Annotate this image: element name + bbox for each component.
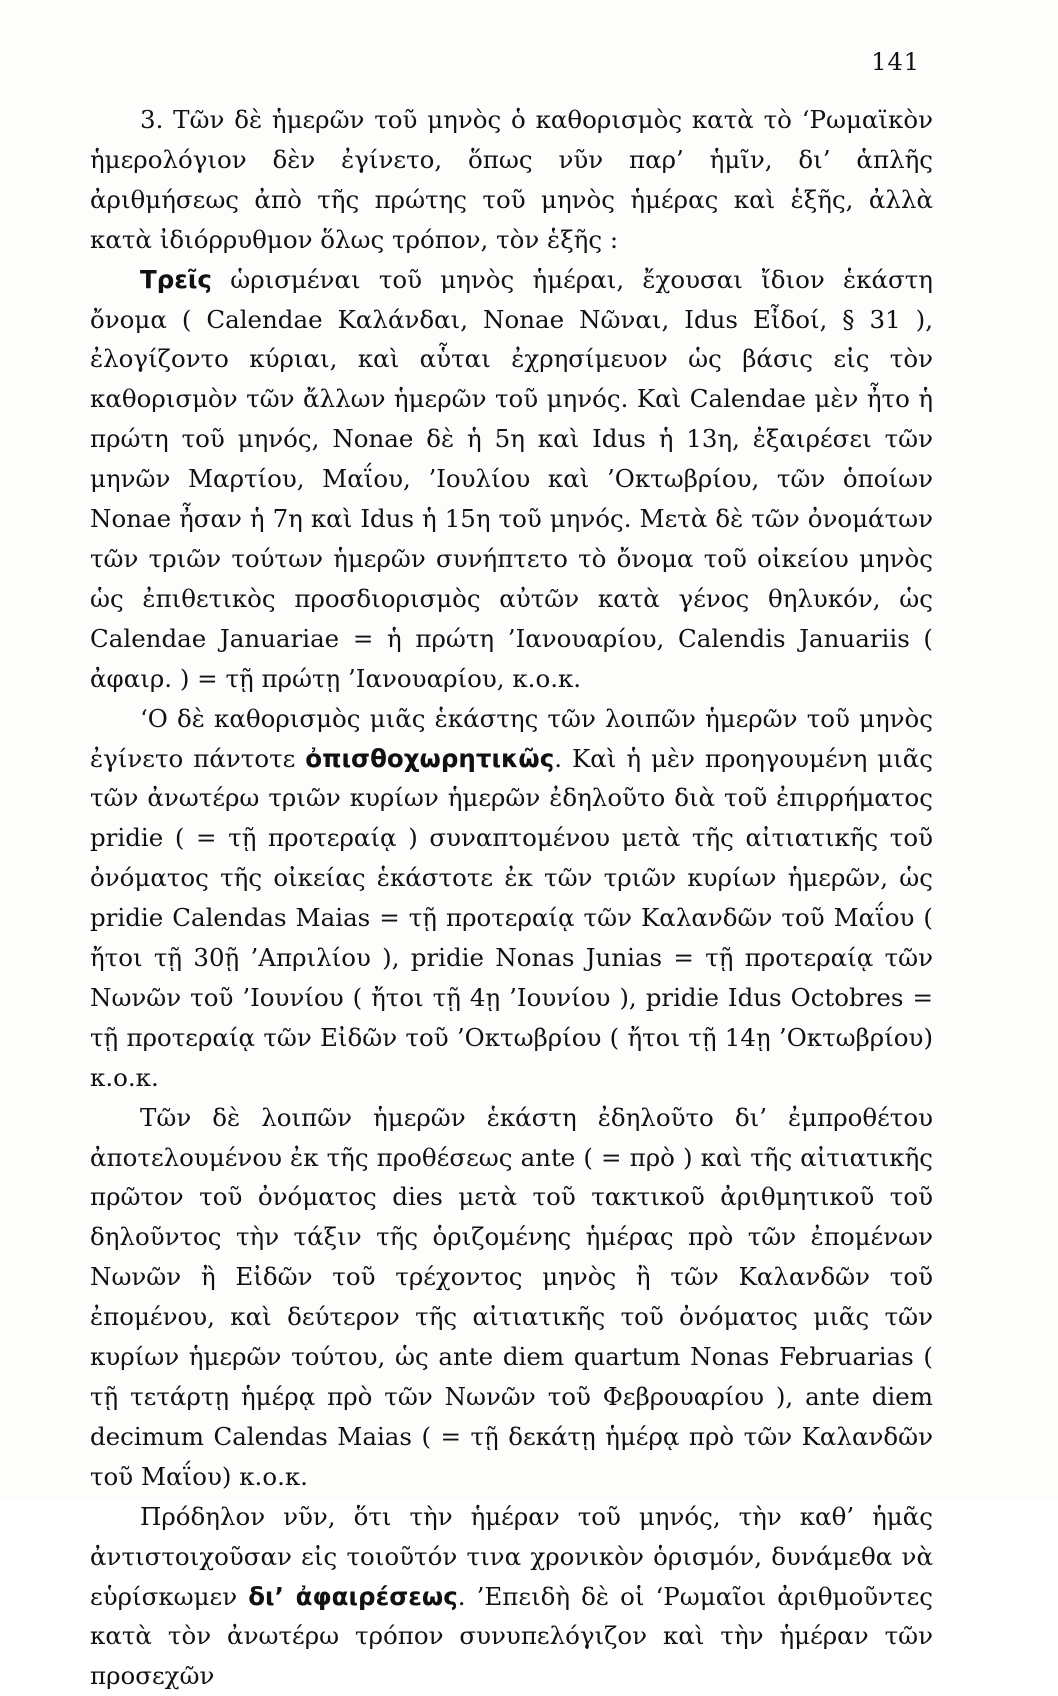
paragraph-4 [90,1098,933,1497]
text-run: Πρόδηλον νῦν, ὅτι τὴν ἡμέραν τοῦ μηνός, τὴν καθ’ ἡμᾶς ἀντιστοιχοῦσαν εἰς τοιοῦτόν τινα χρονικὸν ὁρισμόν, δυνάμεθα νὰ εὑρίσκωμεν [90,1501,933,1611]
text-run: . ’Επειδὴ δὲ οἱ ‘Ρωμαῖοι ἀριθμοῦντες κατὰ τὸν ἀνωτέρω τρόπον συνυπελόγιζον καὶ τὴν ἡμέραν τῶν προσεχῶν [90,1581,933,1691]
emphasis-text: ὀπισθοχωρητικῶς [305,743,555,773]
paragraph-2 [90,260,933,699]
text-run: Τῶν δὲ λοιπῶν ἡμερῶν ἑκάστη ἐδηλοῦτο δι’ ἐμπροθέτου ἀποτελουμένου ἐκ τῆς προθέσεως ante ( = πρὸ ) καὶ τῆς αἰτιατικῆς πρῶτον τοῦ ὀνόματος dies μετὰ τοῦ τακτικοῦ ἀριθμητικοῦ τοῦ δηλοῦντος τὴν τάξιν τῆς ὁριζομένης ἡμέρας πρὸ τῶν ἐπομένων Νωνῶν ἢ Εἰδῶν τοῦ τρέχοντος μηνὸς ἢ τῶν Καλανδῶν τοῦ ἐπομένου, καὶ δεύτερον τῆς αἰτιατικῆς τοῦ ὀνόματος μιᾶς τῶν κυρίων ἡμερῶν τούτου, ὡς ante diem quartum Nonas Februarias ( τῇ τετάρτῃ ἡμέρᾳ πρὸ τῶν Νωνῶν τοῦ Φεβρουαρίου ), ante diem decimum Calendas Maias ( = τῇ δεκάτῃ ἡμέρᾳ πρὸ τῶν Καλανδῶν τοῦ Μαΐου) κ.ο.κ. [90,1102,933,1491]
text-run: 3. Τῶν δὲ ἡμερῶν τοῦ μηνὸς ὁ καθορισμὸς κατὰ τὸ ‘Ρωμαϊκὸν ἡμερολόγιον δὲν ἐγίνετο, ὅπως νῦν παρ’ ἡμῖν, δι’ ἁπλῆς ἀριθμήσεως ἀπὸ τῆς πρώτης τοῦ μηνὸς ἡμέρας καὶ ἑξῆς, ἀλλὰ κατὰ ἰδιόρρυθμον ὅλως τρόπον, τὸν ἑξῆς : [90,105,933,254]
paragraph-1 [90,100,933,260]
text-run: ‘Ο δὲ καθορισμὸς μιᾶς ἑκάστης τῶν λοιπῶν ἡμερῶν τοῦ μηνὸς ἐγίνετο πάντοτε [90,703,933,773]
emphasis-text: Τρεῖς [140,264,212,294]
paragraph-5 [90,1497,933,1696]
text-run: . Καὶ ἡ μὲν προηγουμένη μιᾶς τῶν ἀνωτέρω τριῶν κυρίων ἡμερῶν ἐδηλοῦτο διὰ τοῦ ἐπιρρήματος pridie ( = τῇ προτεραίᾳ ) συναπτομένου μετὰ τῆς αἰτιατικῆς τοῦ ὀνόματος τῆς οἰκείας ἑκάστοτε ἐκ τῶν τριῶν κυρίων ἡμερῶν, ὡς pridie Calendas Maias = τῇ προτεραίᾳ τῶν Καλανδῶν τοῦ Μαΐου ( ἤτοι τῇ 30ῇ ’Απριλίου ), pridie Nonas Junias = τῇ προτεραίᾳ τῶν Νωνῶν τοῦ ’Ιουνίου ( ἤτοι τῇ 4ῃ ’Ιουνίου ), pridie Idus Octobres = τῇ προτεραίᾳ τῶν Εἰδῶν τοῦ ’Οκτωβρίου ( ἤτοι τῇ 14ῃ ’Οκτωβρίου) κ.ο.κ. [90,743,933,1092]
page-number: 141 [871,48,920,76]
text-run: ὡρισμέναι τοῦ μηνὸς ἡμέραι, ἔχουσαι ἴδιον ἑκάστη ὄνομα ( Calendae Καλάνδαι, Nonae Νῶναι, Idus Εἶδοί, § 31 ), ἐλογίζοντο κύριαι, καὶ αὗται ἐχρησίμευον ὡς βάσις εἰς τὸν καθορισμὸν τῶν ἄλλων ἡμερῶν τοῦ μηνός. Καὶ Calendae μὲν ἦτο ἡ πρώτη τοῦ μηνός, Nonae δὲ ἡ 5η καὶ Idus ἡ 13η, ἐξαιρέσει τῶν μηνῶν Μαρτίου, Μαΐου, ’Ιουλίου καὶ ’Οκτωβρίου, τῶν ὁποίων Nonae ἦσαν ἡ 7η καὶ Idus ἡ 15η τοῦ μηνός. Μετὰ δὲ τῶν ὀνομάτων τῶν τριῶν τούτων ἡμερῶν συνήπτετο τὸ ὄνομα τοῦ οἰκείου μηνὸς ὡς ἐπιθετικὸς προσδιορισμὸς αὐτῶν κατὰ γένος θηλυκόν, ὡς Calendae Januariae = ἡ πρώτη ’Ιανουαρίου, Calendis Januariis ( ἀφαιρ. ) = τῇ πρώτῃ ’Ιανουαρίου, κ.ο.κ. [90,264,933,693]
emphasis-text: δι’ ἀφαιρέσεως [248,1581,458,1611]
paragraph-3 [90,699,933,1098]
body-text [90,100,933,1696]
